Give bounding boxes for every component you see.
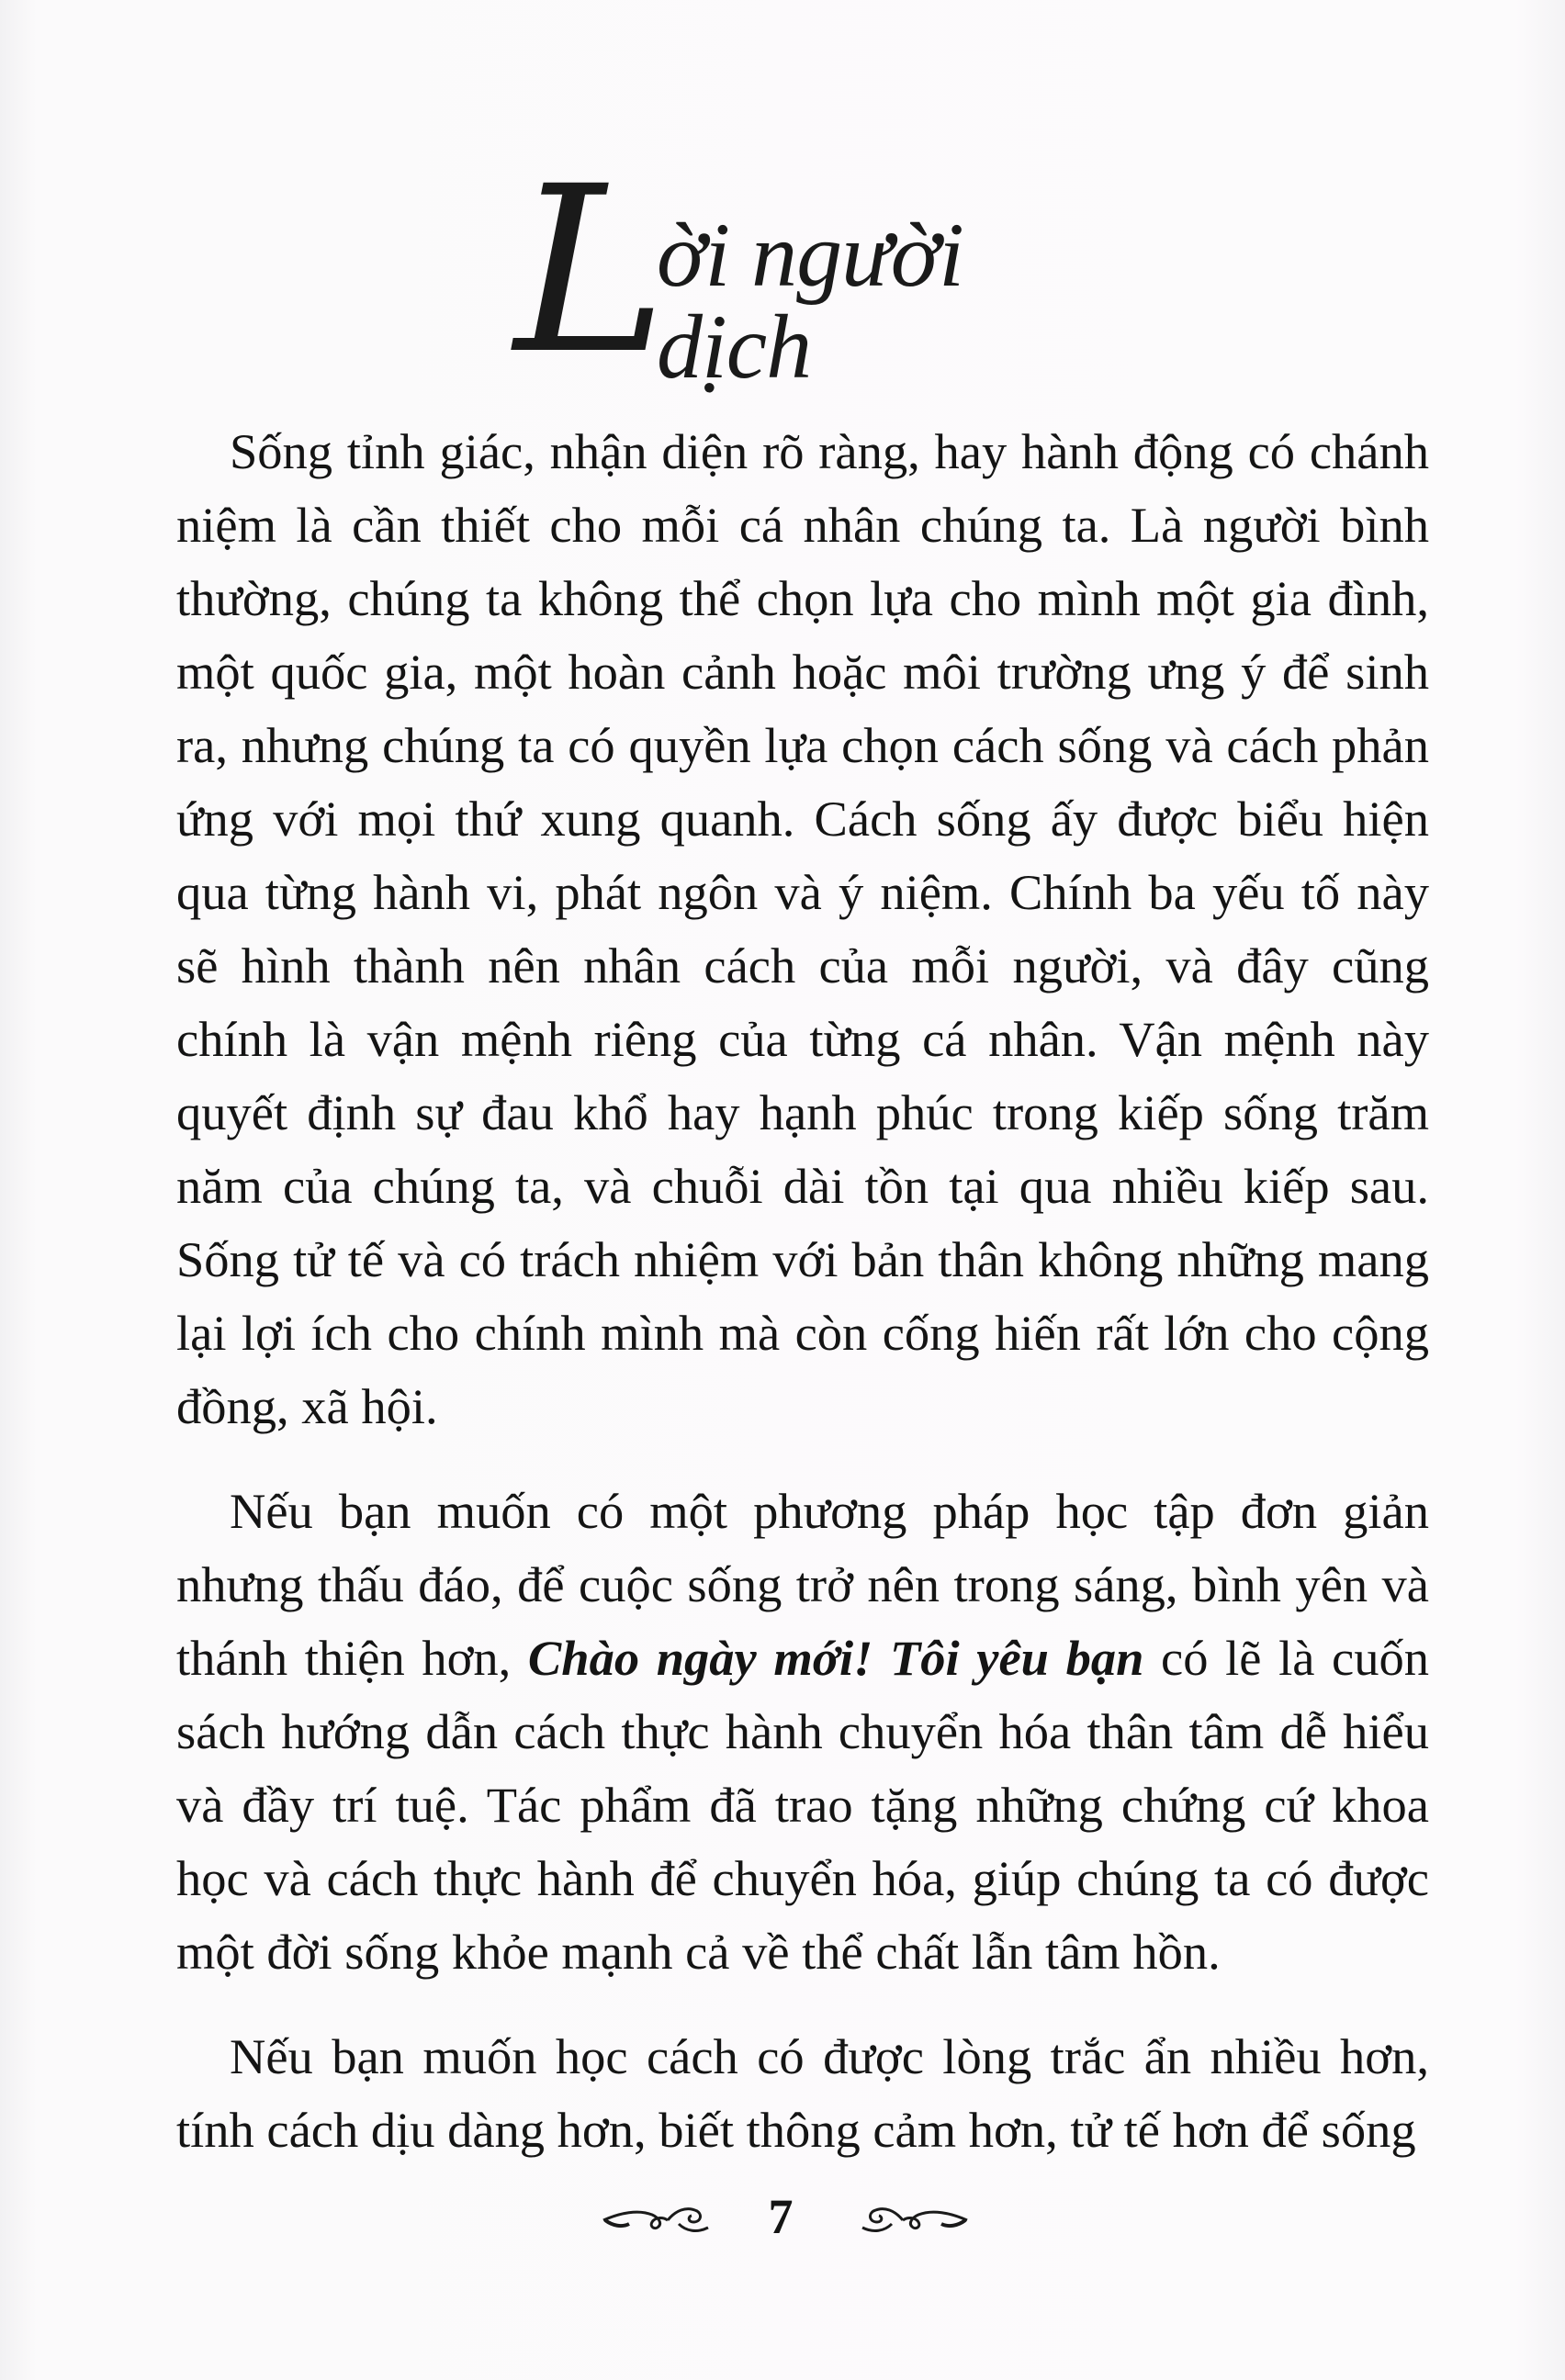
heading-title-text: ời người dịch <box>657 204 963 398</box>
heading-initial-letter: L <box>514 137 668 404</box>
paragraph-1: Sống tỉnh giác, nhận diện rõ ràng, hay hành động có chánh niệm là cần thiết cho mỗi cá nhân chúng ta. Là người bình thường, chúng ta không thể chọn lựa cho mình một gia đình, một quốc gia, một hoàn cảnh hoặc môi trường ưng ý để sinh ra, nhưng chúng ta có quyền lựa chọn cách sống và cách phản ứng với mọi thứ xung quanh. Cách sống ấy được biểu hiện qua từng hành vi, phát ngôn và ý niệm. Chính ba yếu tố này sẽ hình thành nên nhân cách của mỗi người, và đây cũng chính là vận mệnh riêng của từng cá nhân. Vận mệnh này quyết định sự đau khổ hay hạnh phúc trong kiếp sống trăm năm của chúng ta, và chuỗi dài tồn tại qua nhiều kiếp sau. Sống tử tế và có trách nhiệm với bản thân không những mang lại lợi ích cho chính mình mà còn cống hiến rất lớn cho cộng đồng, xã hội. <box>176 423 1429 1434</box>
page-footer <box>0 2174 1565 2266</box>
paragraph-3: Nếu bạn muốn học cách có được lòng trắc ẩn nhiều hơn, tính cách dịu dàng hơn, biết thông cảm hơn, tử tế hơn để sống <box>176 2028 1429 2158</box>
body-text <box>176 415 1429 2198</box>
paragraph-2-after: có lẽ là cuốn sách hướng dẫn cách thực hành chuyển hóa thân tâm dễ hiểu và đầy trí tuệ. Tác phẩm đã trao tặng những chứng cứ khoa học và cách thực hành để chuyển hóa, giúp chúng ta có được một đời sống khỏe mạnh cả về thể chất lẫn tâm hồn. <box>176 1630 1430 1980</box>
flourish-left-icon <box>602 2193 712 2239</box>
book-title: Chào ngày mới! Tôi yêu bạn <box>527 1630 1144 1686</box>
chapter-heading <box>496 137 1139 404</box>
flourish-right-icon <box>859 2193 969 2239</box>
page-number: 7 <box>768 2189 794 2244</box>
paragraph-2-before: Nếu bạn muốn có một phương pháp học tập đơn giản nhưng thấu đáo, để cuộc sống trở nên trong sáng, bình yên và thánh thiện hơn, <box>176 1483 1429 1686</box>
paragraph-2 <box>176 1475 1429 1989</box>
